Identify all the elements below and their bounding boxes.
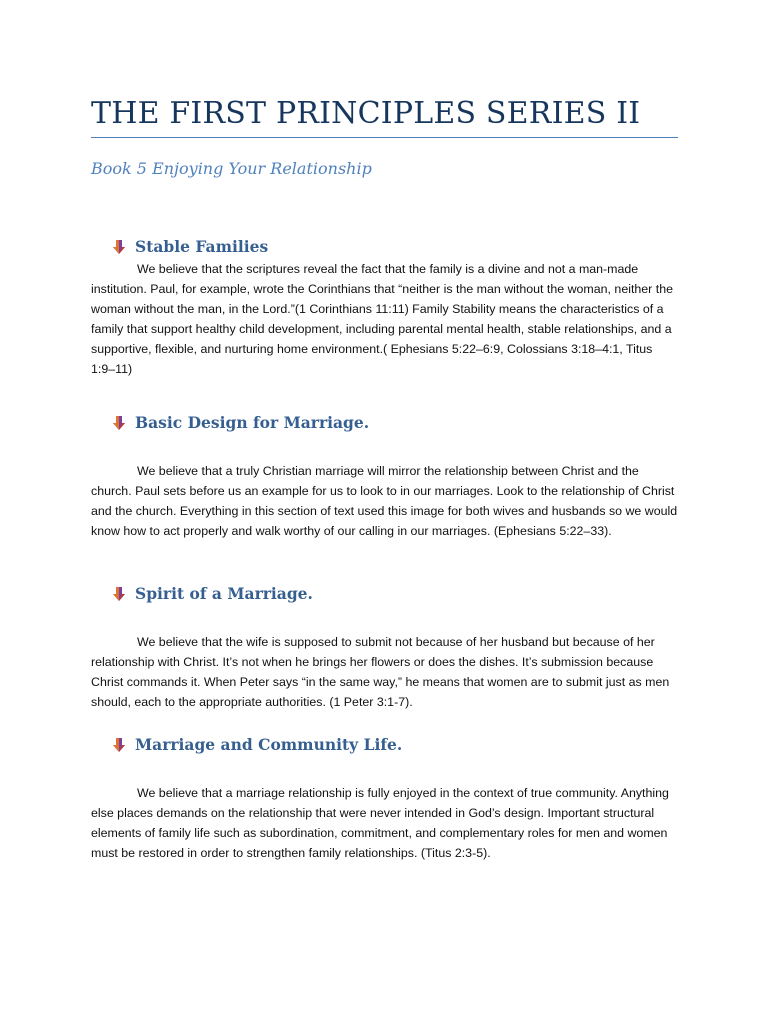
arrow-down-bullet-icon xyxy=(113,416,125,430)
section-marriage-and-community-life xyxy=(91,734,679,863)
document-subtitle: Book 5 Enjoying Your Relationship xyxy=(91,159,372,178)
section-title: Stable Families xyxy=(135,237,269,256)
section-heading xyxy=(91,583,679,607)
section-stable-families xyxy=(91,236,679,379)
section-paragraph: We believe that a truly Christian marriage will mirror the relationship between Christ and the church. Paul sets before us an example for us to look to in our marriages. Look to the relationship of Christ and the church. Everything in this section of text used this image for both wives and husbands so we would know how to act properly and walk worthy of our calling in our marriages. (Ephesians 5:22–33). xyxy=(91,464,678,538)
section-paragraph: We believe that the wife is supposed to submit not because of her husband but because of her relationship with Christ. It’s not when he brings her flowers or does the dishes. It’s submission because Christ commands it. When Peter says “in the same way,” he means that women are to submit just as men should, each to the appropriate authorities. (1 Peter 3:1-7). xyxy=(91,635,670,709)
arrow-down-bullet-icon xyxy=(113,587,125,601)
section-heading xyxy=(91,734,679,758)
title-divider xyxy=(91,137,678,138)
arrow-down-bullet-icon xyxy=(113,738,125,752)
section-title: Marriage and Community Life. xyxy=(135,735,403,754)
section-title: Basic Design for Marriage. xyxy=(135,413,370,432)
section-heading xyxy=(91,412,679,436)
section-title: Spirit of a Marriage. xyxy=(135,584,313,603)
document-title: THE FIRST PRINCIPLES SERIES II xyxy=(91,96,641,131)
arrow-down-bullet-icon xyxy=(113,240,125,254)
section-heading xyxy=(91,236,679,260)
section-paragraph: We believe that the scriptures reveal the fact that the family is a divine and not a man-made institution. Paul, for example, wrote the Corinthians that “neither is the man without the woman, neither the woman without the man, in the Lord.”(1 Corinthians 11:11) Family Stability means the characteristics of a family that support healthy child development, including parental mental health, stable relationships, and a supportive, flexible, and nurturing home environment.( Ephesians 5:22–6:9, Colossians 3:18–4:1, Titus 1:9–11) xyxy=(91,262,673,376)
section-basic-design-for-marriage xyxy=(91,412,679,541)
section-paragraph: We believe that a marriage relationship is fully enjoyed in the context of true community. Anything else places demands on the relationship that were never intended in God’s design. Important structural elements of family life such as subordination, commitment, and complementary roles for men and women must be restored in order to strengthen family relationships. (Titus 2:3-5). xyxy=(91,786,669,860)
section-spirit-of-a-marriage xyxy=(91,583,679,712)
